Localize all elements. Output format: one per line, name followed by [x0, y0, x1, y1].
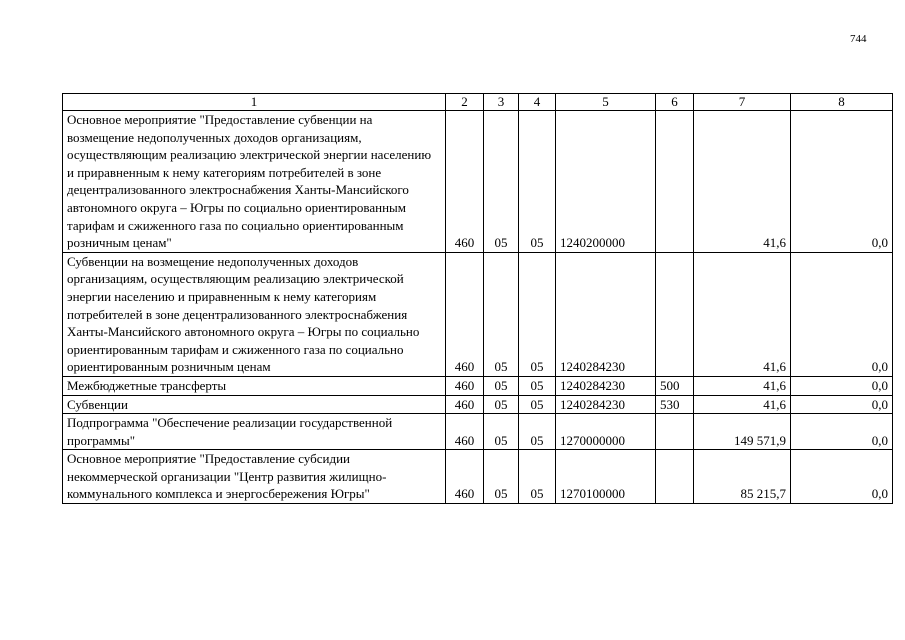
cell-col5: 1270100000 [556, 450, 656, 504]
cell-col3: 05 [484, 376, 519, 395]
cell-col5: 1270000000 [556, 414, 656, 450]
cell-col6: 530 [656, 395, 694, 414]
cell-col2: 460 [446, 395, 484, 414]
row-description: Межбюджетные трансферты [63, 376, 446, 395]
column-header-1: 1 [63, 94, 446, 111]
cell-col8: 0,0 [791, 395, 893, 414]
column-header-8: 8 [791, 94, 893, 111]
cell-col3: 05 [484, 395, 519, 414]
cell-col3: 05 [484, 252, 519, 376]
cell-col2: 460 [446, 414, 484, 450]
cell-col2: 460 [446, 376, 484, 395]
cell-col5: 1240284230 [556, 376, 656, 395]
cell-col2: 460 [446, 111, 484, 253]
cell-col6 [656, 111, 694, 253]
row-description: Основное мероприятие "Предоставление субсидии некоммерческой организации "Центр развития жилищно-коммунального комплекса и энергосбережения Югры" [63, 450, 446, 504]
cell-col7: 41,6 [694, 395, 791, 414]
cell-col4: 05 [519, 450, 556, 504]
cell-col7: 41,6 [694, 111, 791, 253]
cell-col8: 0,0 [791, 414, 893, 450]
table-row [63, 252, 893, 376]
cell-col4: 05 [519, 111, 556, 253]
row-description: Подпрограмма "Обеспечение реализации государственной программы" [63, 414, 446, 450]
row-description: Основное мероприятие "Предоставление субвенции на возмещение недополученных доходов организациям, осуществляющим реализацию электрической энергии населению и приравненным к нему категориям потребителей в зоне децентрализованного электроснабжения Ханты-Мансийского автономного округа – Югры по социально ориентированным тарифам и сжиженного газа по социально ориентированным розничным ценам" [63, 111, 446, 253]
header-row [63, 94, 893, 111]
cell-col6 [656, 414, 694, 450]
cell-col4: 05 [519, 376, 556, 395]
cell-col4: 05 [519, 395, 556, 414]
cell-col7: 85 215,7 [694, 450, 791, 504]
cell-col3: 05 [484, 450, 519, 504]
cell-col6 [656, 450, 694, 504]
cell-col5: 1240284230 [556, 395, 656, 414]
cell-col8: 0,0 [791, 252, 893, 376]
cell-col7: 149 571,9 [694, 414, 791, 450]
column-header-2: 2 [446, 94, 484, 111]
table-row [63, 414, 893, 450]
table-row [63, 450, 893, 504]
cell-col3: 05 [484, 414, 519, 450]
table-row [63, 376, 893, 395]
cell-col7: 41,6 [694, 252, 791, 376]
cell-col4: 05 [519, 252, 556, 376]
cell-col6: 500 [656, 376, 694, 395]
cell-col3: 05 [484, 111, 519, 253]
cell-col7: 41,6 [694, 376, 791, 395]
cell-col6 [656, 252, 694, 376]
cell-col8: 0,0 [791, 111, 893, 253]
row-description: Субвенции [63, 395, 446, 414]
cell-col2: 460 [446, 450, 484, 504]
table-row [63, 395, 893, 414]
column-header-4: 4 [519, 94, 556, 111]
column-header-7: 7 [694, 94, 791, 111]
cell-col8: 0,0 [791, 450, 893, 504]
cell-col4: 05 [519, 414, 556, 450]
row-description: Субвенции на возмещение недополученных доходов организациям, осуществляющим реализацию электрической энергии населению и приравненным к нему категориям потребителей в зоне децентрализованного электроснабжения Ханты-Мансийского автономного округа – Югры по социально ориентированным тарифам и сжиженного газа по социально ориентированным розничным ценам [63, 252, 446, 376]
table-row [63, 111, 893, 253]
cell-col5: 1240284230 [556, 252, 656, 376]
cell-col8: 0,0 [791, 376, 893, 395]
page-number: 744 [850, 33, 867, 45]
cell-col5: 1240200000 [556, 111, 656, 253]
budget-table [62, 93, 893, 504]
column-header-3: 3 [484, 94, 519, 111]
column-header-6: 6 [656, 94, 694, 111]
column-header-5: 5 [556, 94, 656, 111]
cell-col2: 460 [446, 252, 484, 376]
